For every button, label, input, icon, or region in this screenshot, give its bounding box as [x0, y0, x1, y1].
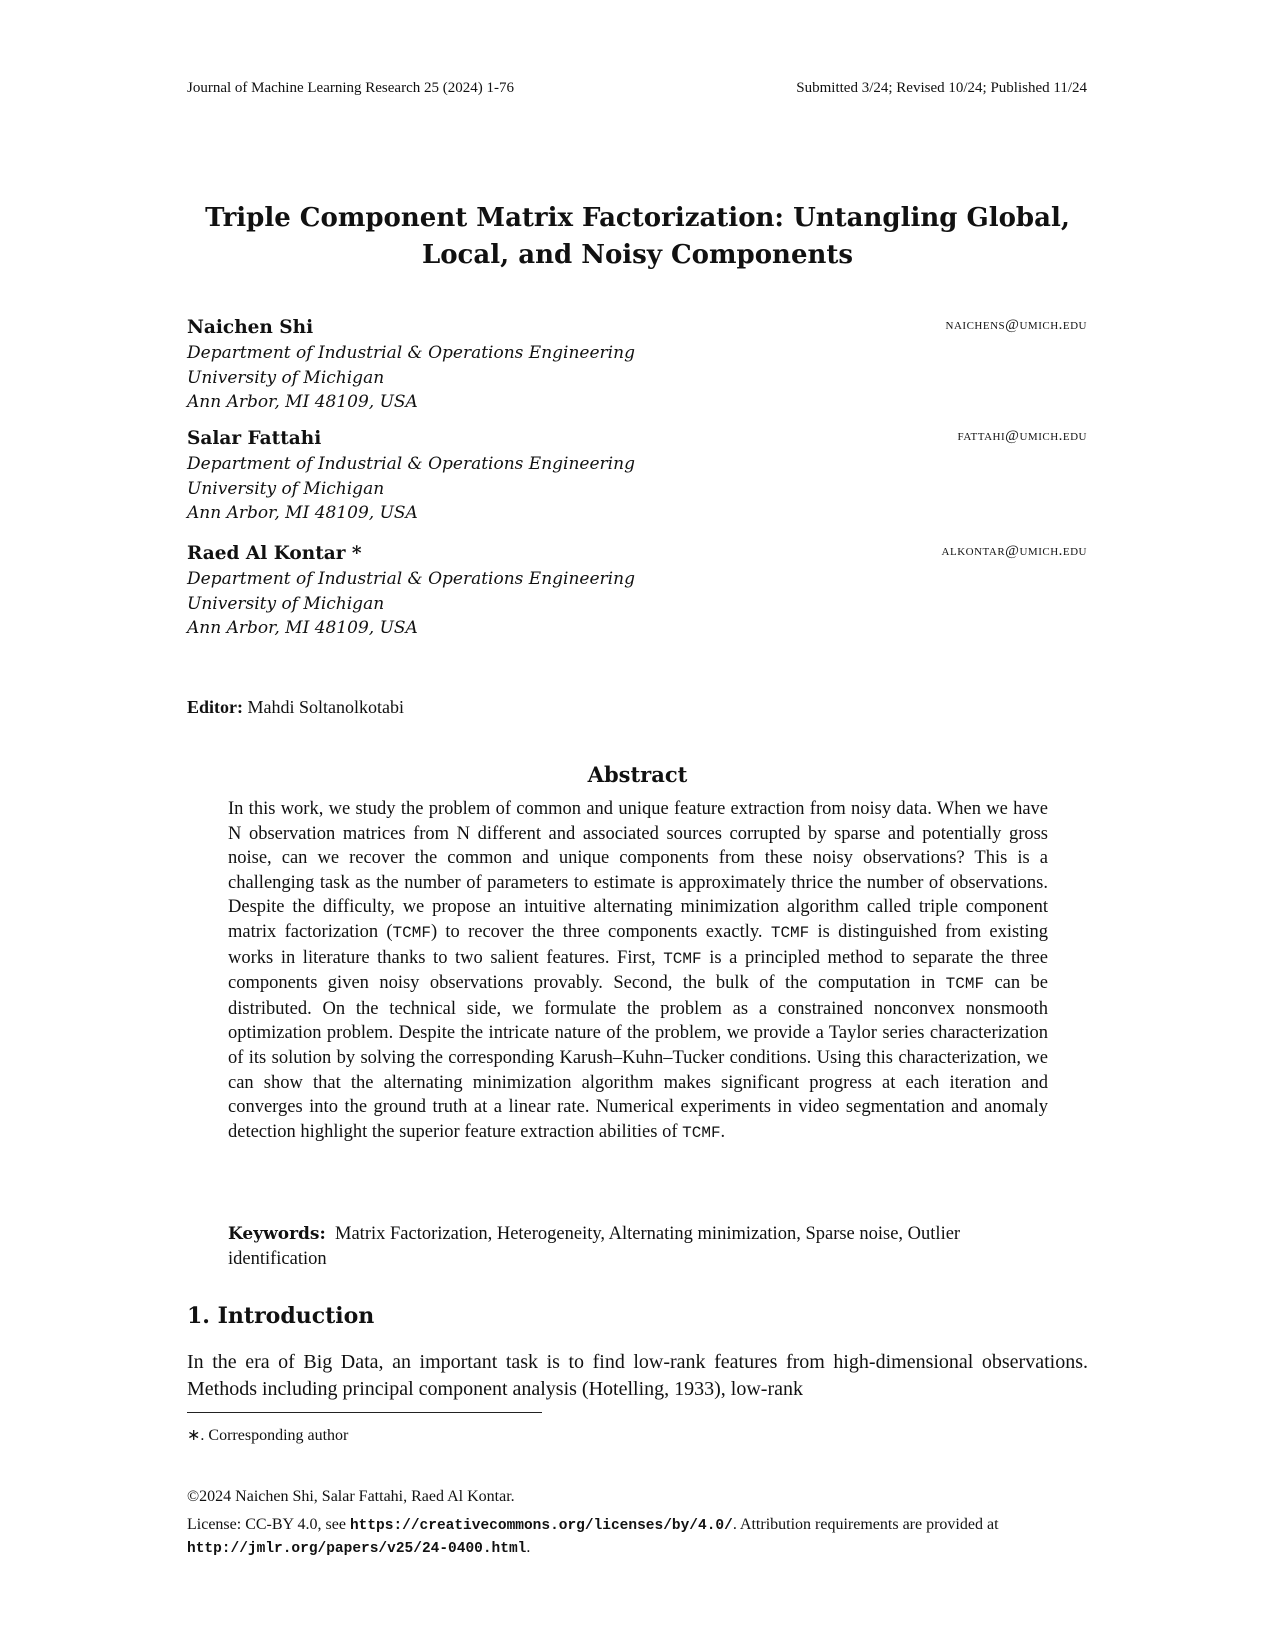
method-name: TCMF — [392, 923, 431, 942]
section-heading-introduction: 1. Introduction — [187, 1303, 375, 1329]
author-university: University of Michigan — [187, 593, 385, 614]
keywords-text: Matrix Factorization, Heterogeneity, Alternating minimization, Sparse noise, Outlier identification — [228, 1224, 961, 1269]
abstract-text-part: In this work, we study the problem of common and unique feature extraction from noisy data. When we have N observation matrices from N different and associated sources corrupted by sparse and potentially gross noise, can we recover the common and unique components from these noisy observations? This is a challenging task as the number of parameters to estimate is approximately thrice the number of observations. Despite the difficulty, we propose an intuitive alternating minimization algorithm called triple component matrix factorization ( — [228, 799, 1048, 942]
keywords — [228, 1222, 1048, 1271]
footnote: ∗. Corresponding author — [187, 1427, 349, 1444]
copyright-notice: ©2024 Naichen Shi, Salar Fattahi, Raed Al Kontar. — [187, 1488, 515, 1505]
editor-label: Editor: — [187, 697, 243, 717]
abstract-text-part: can be distributed. On the technical side, we formulate the problem as a constrained nonconvex nonsmooth optimization problem. Despite the intricate nature of the problem, we provide a Taylor series characterization of its solution by solving the corresponding Karush–Kuhn–Tucker conditions. Using this characterization, we can show that the alternating minimization algorithm makes significant progress at each iteration and converges into the ground truth at a linear rate. Numerical experiments in video segmentation and anomaly detection highlight the superior feature extraction abilities of — [228, 973, 1048, 1142]
author-university: University of Michigan — [187, 478, 385, 499]
method-name: TCMF — [770, 923, 810, 942]
title-line-1: Triple Component Matrix Factorization: Untangling Global, — [205, 203, 1070, 233]
abstract-text — [228, 797, 1048, 1145]
author-name: Raed Al Kontar * — [187, 543, 362, 564]
license-text: . — [526, 1539, 531, 1556]
abstract-text-part: ) to recover the three components exactly. — [430, 921, 771, 942]
license-text: . Attribution requirements are provided at — [732, 1516, 999, 1533]
author-address: Ann Arbor, MI 48109, USA — [187, 503, 418, 523]
abstract-heading: Abstract — [587, 762, 688, 787]
author-name: Salar Fattahi — [187, 428, 322, 449]
author-email[interactable]: alkontar@umich.edu — [941, 543, 1087, 559]
license-link[interactable]: https://creativecommons.org/licenses/by/4.0/ — [349, 1518, 733, 1534]
editor-line — [187, 697, 404, 718]
paper-title — [150, 200, 1125, 274]
abstract-text-part: . — [720, 1121, 726, 1142]
method-name: TCMF — [682, 1123, 721, 1142]
method-name: TCMF — [663, 949, 702, 968]
author-email[interactable]: naichens@umich.edu — [945, 317, 1087, 333]
abstract-text-part: is a principled method to separate the three components given noisy observations provably. Second, the bulk of the computation in — [228, 947, 1048, 994]
author-department: Department of Industrial & Operations Engineering — [187, 569, 635, 589]
author-department: Department of Industrial & Operations Engineering — [187, 343, 635, 363]
author-block — [187, 315, 1087, 415]
author-block — [187, 426, 1087, 526]
abstract-text-part: is distinguished from existing works in literature thanks to two salient features. First, — [228, 921, 1048, 968]
running-header-dates: Submitted 3/24; Revised 10/24; Published 11/24 — [796, 80, 1087, 96]
author-address: Ann Arbor, MI 48109, USA — [187, 392, 418, 412]
author-department: Department of Industrial & Operations Engineering — [187, 454, 635, 474]
title-line-2: Local, and Noisy Components — [421, 240, 854, 270]
author-address: Ann Arbor, MI 48109, USA — [187, 618, 418, 638]
method-name: TCMF — [945, 975, 985, 994]
editor-name: Mahdi Soltanolkotabi — [247, 697, 404, 717]
author-name: Naichen Shi — [187, 317, 314, 338]
author-university: University of Michigan — [187, 367, 385, 388]
introduction-text: In the era of Big Data, an important task is to find low-rank features from high-dimensional observations. Methods including principal component analysis (Hotelling, 1933), low-rank — [187, 1351, 1088, 1400]
paper-link[interactable]: http://jmlr.org/papers/v25/24-0400.html — [187, 1541, 527, 1557]
license-notice — [187, 1514, 1087, 1560]
author-block — [187, 541, 1087, 641]
keywords-label: Keywords: — [228, 1224, 326, 1244]
license-text: License: CC-BY 4.0, see — [187, 1516, 350, 1533]
author-email[interactable]: fattahi@umich.edu — [957, 428, 1087, 444]
footnote-rule — [187, 1412, 542, 1413]
running-header-journal: Journal of Machine Learning Research 25 (2024) 1-76 — [187, 80, 514, 96]
